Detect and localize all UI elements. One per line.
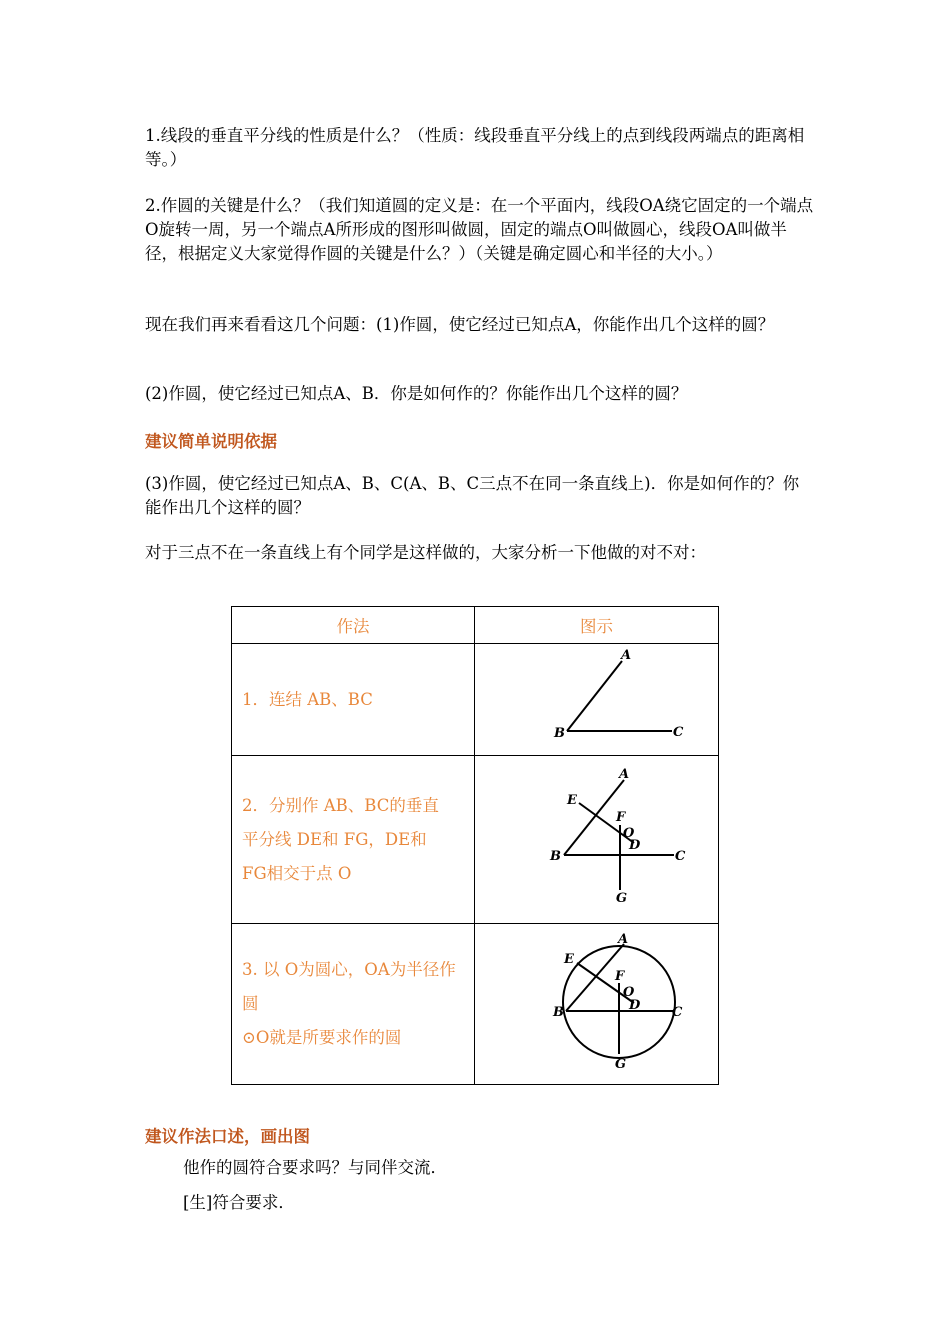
discussion-question: 他作的圆符合要求吗？与同伴交流． [183, 1158, 447, 1177]
svg-text:A: A [620, 647, 631, 663]
header-method: 作法 [232, 607, 475, 644]
svg-text:C: C [674, 848, 685, 864]
construction-table [231, 606, 719, 1085]
svg-text:G: G [614, 1057, 626, 1072]
svg-text:B: B [553, 725, 565, 741]
svg-text:B: B [549, 848, 561, 864]
svg-text:B: B [552, 1005, 564, 1020]
svg-text:F: F [614, 969, 624, 984]
step-1-text: 1．连结 AB、BC [232, 644, 475, 756]
question-3-2: (2)作圆，使它经过已知点A、B．你是如何作的？你能作出几个这样的圆？ [145, 384, 688, 403]
svg-text:F: F [615, 809, 625, 825]
svg-text:A: A [617, 932, 628, 947]
question-2: 2.作圆的关键是什么？（我们知道圆的定义是：在一个平面内，线段OA绕它固定的一个端点O旋转一周，另一个端点A所形成的图形叫做圆，固定的端点O叫做圆心，线段OA叫做半径，根据定义大家觉得作圆的关键是什么？）（关键是确定圆心和半径的大小。） [145, 196, 814, 263]
step-2-text: 2．分别作 AB、BC的垂直 平分线 DE和 FG，DE和 FG相交于点 O [232, 756, 475, 924]
question-1: 1.线段的垂直平分线的性质是什么？（性质：线段垂直平分线上的点到线段两端点的距离相等。） [145, 126, 805, 169]
figure-circumcircle [507, 928, 687, 1076]
figure-angle-abc [507, 648, 687, 748]
svg-text:C: C [672, 724, 683, 740]
svg-text:G: G [615, 890, 627, 906]
figure-step-2 [475, 756, 719, 924]
svg-text:O: O [622, 825, 634, 841]
svg-text:D: D [628, 837, 640, 853]
step-3-text: 3. 以 O为圆心，OA为半径作 圆 ⊙O就是所要求作的圆 [232, 924, 475, 1085]
figure-perpendicular-bisectors [507, 768, 687, 908]
figure-step-1 [475, 644, 719, 756]
analysis-prompt: 对于三点不在一条直线上有个同学是这样做的，大家分析一下他做的对不对： [145, 543, 706, 562]
svg-text:E: E [563, 952, 574, 967]
svg-text:A: A [618, 767, 629, 782]
question-3-1: 现在我们再来看看这几个问题：(1)作圆，使它经过已知点A，你能作出几个这样的圆？ [145, 315, 775, 334]
suggestion-heading-2: 建议作法口述，画出图 [145, 1127, 310, 1146]
question-3-3: (3)作圆，使它经过已知点A、B、C(A、B、C三点不在同一条直线上)．你是如何作的？你能作出几个这样的圆？ [145, 474, 800, 517]
svg-text:C: C [671, 1005, 682, 1020]
table-row [232, 924, 719, 1085]
suggestion-heading-1: 建议简单说明依据 [145, 432, 277, 451]
student-answer: [生]符合要求． [183, 1193, 295, 1212]
table-header-row [232, 607, 719, 644]
svg-text:E: E [566, 792, 577, 808]
svg-text:O: O [622, 985, 634, 1000]
header-figure: 图示 [475, 607, 719, 644]
svg-text:D: D [628, 998, 640, 1013]
table-row [232, 644, 719, 756]
table-row [232, 756, 719, 924]
figure-step-3 [475, 924, 719, 1085]
